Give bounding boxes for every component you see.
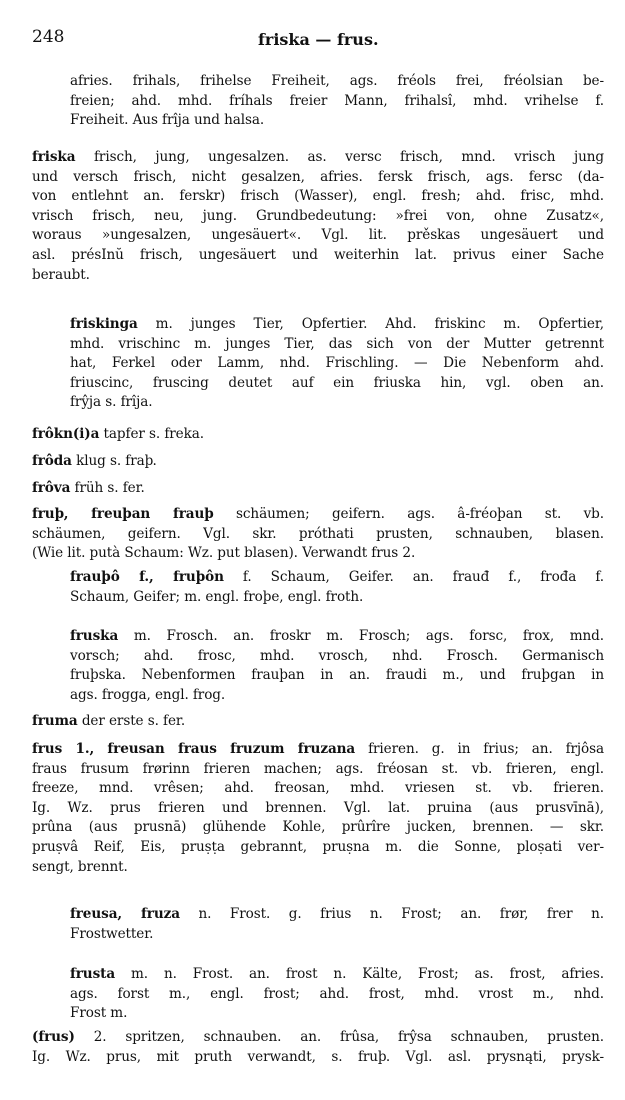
- entry-line: Ig. Wz. prus, mit pruth verwandt, s. fruþ. Vgl. asl. prysnąti, prysk-: [32, 1048, 604, 1065]
- entry-line: der erste s. fer.: [77, 713, 186, 729]
- entry-frova: [32, 479, 604, 499]
- entry-fraupo: [70, 568, 604, 607]
- entry-line: hat, Ferkel oder Lamm, nhd. Frischling. — Die Nebenform ahd.: [70, 355, 604, 372]
- headword: frusta: [70, 966, 116, 982]
- entry-continuation: [70, 72, 604, 131]
- entry-line: Frostwetter.: [70, 925, 154, 942]
- entry-line: asl. présInŭ frisch, ungesäuert und weiterhin lat. privus einer Sache: [32, 246, 604, 263]
- entry-frup: [32, 505, 604, 564]
- entry-friskinga: [70, 315, 604, 413]
- entry-freusa: [70, 905, 604, 944]
- headword: fruska: [70, 628, 119, 644]
- entry-line: fraus frusum frørinn frieren machen; ags. fréosan st. vb. frieren, engl.: [32, 760, 604, 777]
- entry-line: afries. frihals, frihelse Freiheit, ags. fréols frei, fréolsian be-: [70, 73, 604, 89]
- entry-line: n. Frost. g. frius n. Frost; an. frør, frer n.: [179, 906, 605, 922]
- entry-line: klug s. fraþ.: [71, 453, 157, 469]
- headword: frôkn(i)a: [32, 426, 100, 442]
- entry-line: m. n. Frost. an. frost n. Kälte, Frost; as. frost, afries.: [115, 966, 604, 982]
- headword: frauþô f., fruþôn: [70, 569, 224, 585]
- entry-line: beraubt.: [32, 266, 90, 283]
- entry-line: Ig. Wz. prus frieren und brennen. Vgl. lat. pruina (aus prusvīnā),: [32, 799, 604, 816]
- entry-line: pruṣvâ Reif, Eis, pruṣṭa gebrannt, pruṣna m. die Sonne, ploṣati ver-: [32, 838, 604, 855]
- entry-friska: [32, 148, 604, 285]
- entry-line: prûna (aus prusnā) glühende Kohle, prûrîre jucken, brennen. — skr.: [32, 819, 604, 836]
- entry-line: schäumen, geifern. Vgl. skr. próthati prusten, schnauben, blasen.: [32, 525, 604, 542]
- running-head: friska — frus.: [258, 30, 379, 49]
- entry-frus-1: [32, 740, 604, 877]
- entry-line: tapfer s. freka.: [99, 426, 204, 442]
- entry-line: m. Frosch. an. froskr m. Frosch; ags. forsc, frox, mnd.: [118, 628, 604, 644]
- entry-line: vrisch frisch, neu, jung. Grundbedeutung: »frei von, ohne Zusatz«,: [32, 207, 604, 224]
- headword: frôva: [32, 480, 71, 496]
- entry-fruma: [32, 712, 604, 732]
- headword: fruþ, freuþan frauþ: [32, 506, 214, 522]
- headword: freusa, fruza: [70, 906, 180, 922]
- entry-line: vorsch; ahd. frosc, mhd. vrosch, nhd. Frosch. Germanisch: [70, 647, 604, 664]
- page-number: 248: [32, 27, 65, 47]
- entry-froda: [32, 452, 604, 472]
- headword: (frus): [32, 1029, 75, 1045]
- entry-frusta: [70, 965, 604, 1024]
- entry-line: von entlehnt an. ferskr) frisch (Wasser), engl. fresh; ahd. frisc, mhd.: [32, 188, 604, 205]
- headword: friska: [32, 149, 76, 165]
- entry-line: 2. spritzen, schnauben. an. frûsa, frŷsa schnauben, prusten.: [74, 1029, 604, 1045]
- headword: frôda: [32, 453, 72, 469]
- entry-line: Freiheit. Aus frîja und halsa.: [70, 112, 265, 129]
- entry-line: Frost m.: [70, 1005, 128, 1022]
- headword: friskinga: [70, 316, 138, 332]
- entry-line: m. junges Tier, Opfertier. Ahd. friskinc m. Opfertier,: [137, 316, 604, 332]
- entry-line: früh s. fer.: [70, 480, 145, 496]
- entry-line: schäumen; geifern. ags. â-fréoþan st. vb.: [213, 506, 604, 522]
- entry-fruska: [70, 627, 604, 705]
- entry-line: sengt, brennt.: [32, 858, 128, 875]
- entry-line: fruþska. Nebenformen frauþan in an. fraudi m., und fruþgan in: [70, 667, 604, 684]
- entry-line: (Wie lit. putà Schaum: Wz. put blasen). Verwandt frus 2.: [32, 545, 416, 562]
- entry-line: frisch, jung, ungesalzen. as. versc frisch, mnd. vrisch jung: [75, 149, 604, 165]
- entry-line: und versch frisch, nicht gesalzen, afries. fersk frisch, ags. fersc (da-: [32, 168, 604, 185]
- entry-frus-2: [32, 1028, 604, 1067]
- headword: fruma: [32, 713, 78, 729]
- entry-line: frŷja s. frîja.: [70, 394, 153, 411]
- entry-line: freeze, mnd. vrêsen; ahd. freosan, mhd. vriesen st. vb. frieren.: [32, 780, 604, 797]
- entry-line: friuscinc, fruscing deutet auf ein friuska hin, vgl. oben an.: [70, 374, 604, 391]
- entry-line: freien; ahd. mhd. fríhals freier Mann, frihalsî, mhd. vrihelse f.: [70, 92, 604, 109]
- entry-line: mhd. vrischinc m. junges Tier, das sich von der Mutter getrennt: [70, 335, 604, 352]
- entry-line: woraus »ungesalzen, ungesäuert«. Vgl. lit. prěskas ungesäuert und: [32, 227, 604, 244]
- entry-line: Schaum, Geifer; m. engl. froþe, engl. froth.: [70, 588, 364, 605]
- entry-line: frieren. g. in frius; an. frjôsa: [355, 741, 605, 757]
- entry-line: ags. forst m., engl. frost; ahd. frost, mhd. vrost m., nhd.: [70, 985, 604, 1002]
- entry-line: f. Schaum, Geifer. an. frauđ f., frođa f.: [223, 569, 604, 585]
- headword: frus 1., freusan fraus fruzum fruzana: [32, 741, 356, 757]
- entry-line: ags. frogga, engl. frog.: [70, 686, 226, 703]
- entry-froknia: [32, 425, 604, 445]
